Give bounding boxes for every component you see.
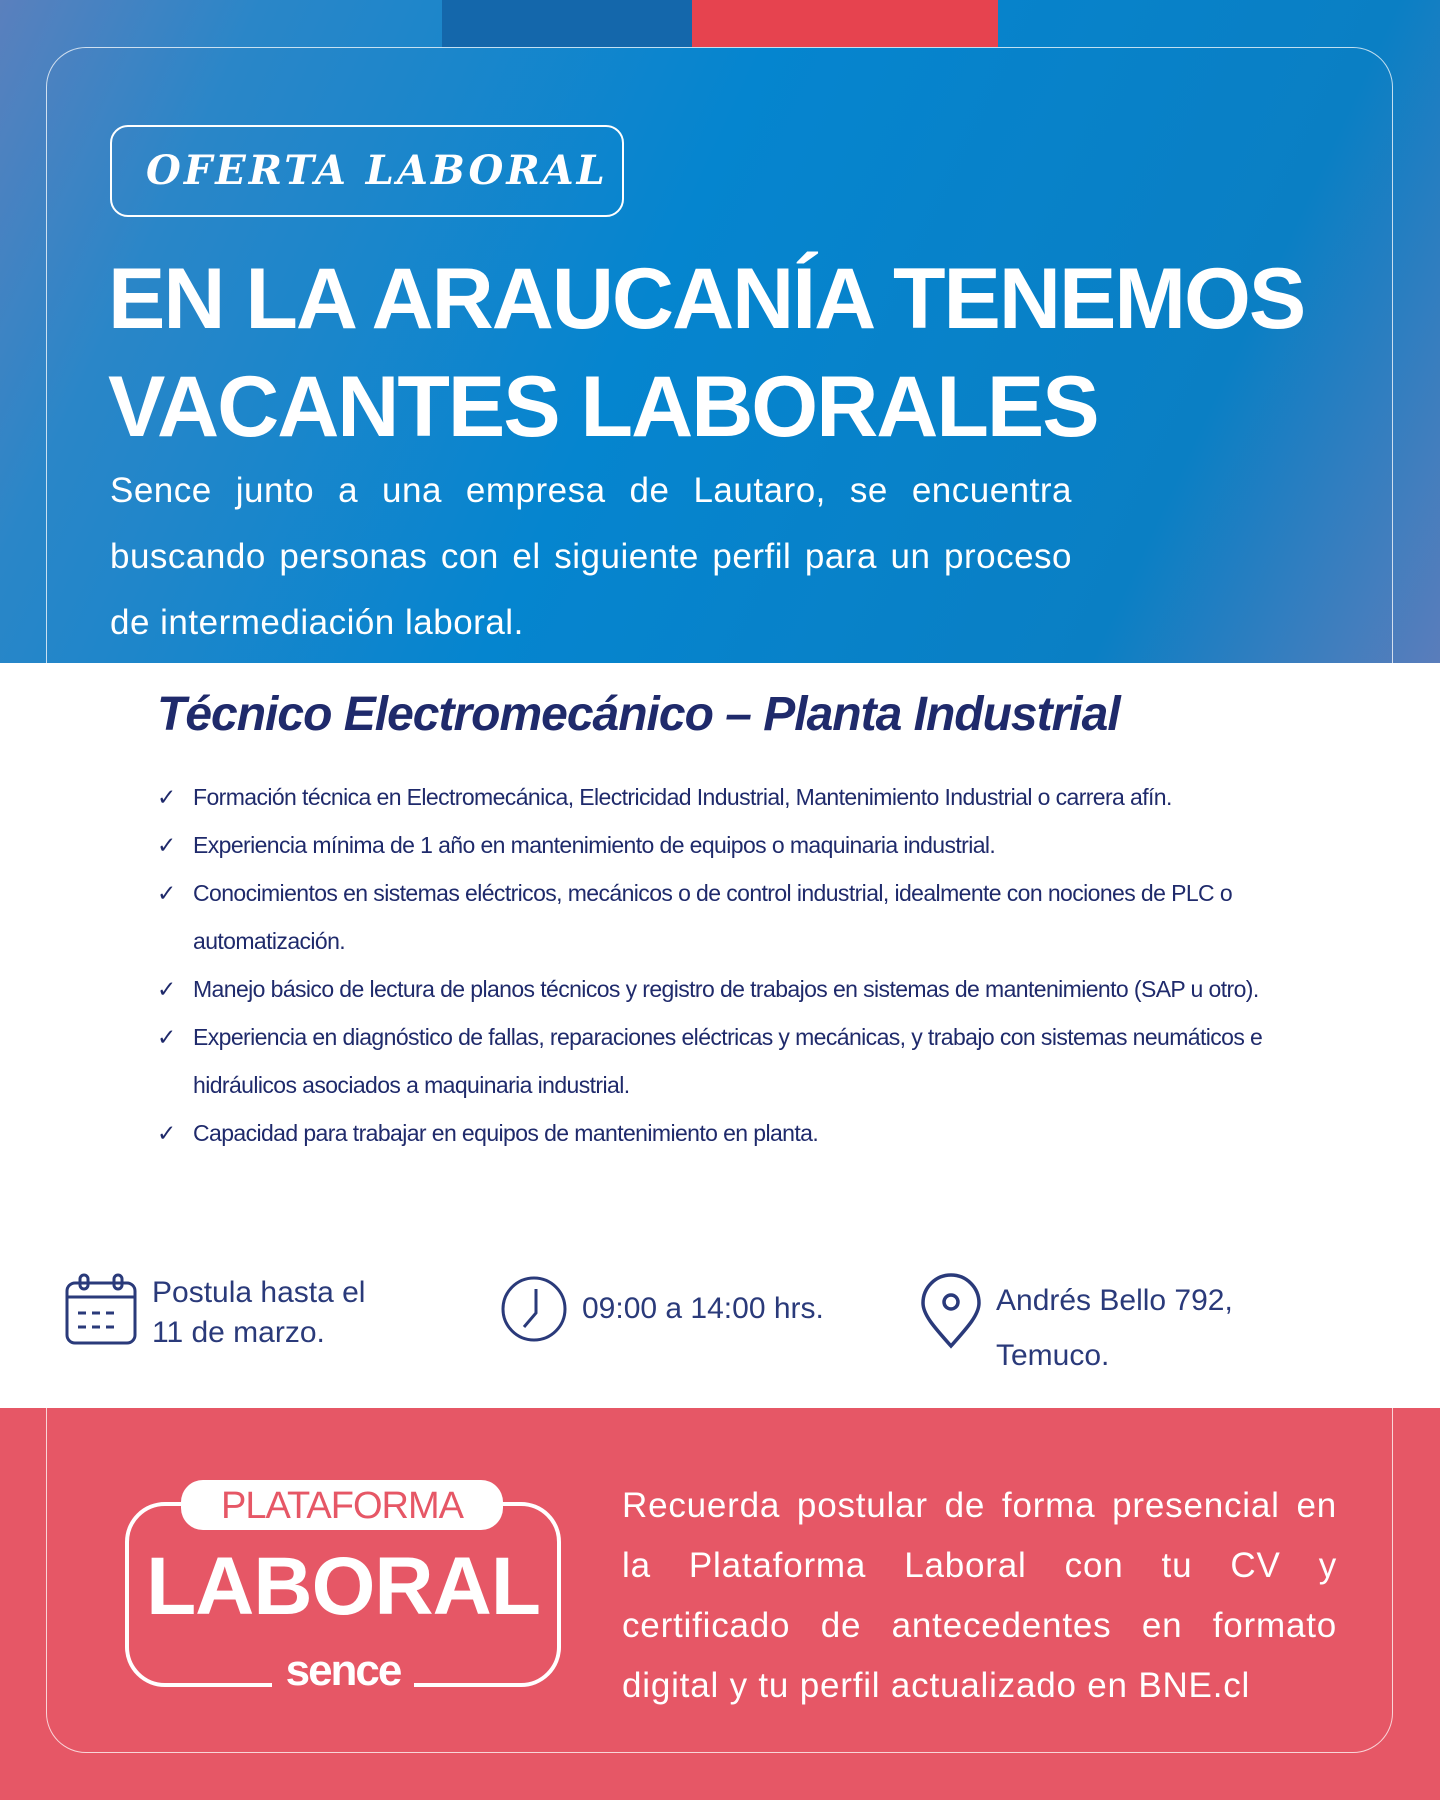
check-icon: ✓ xyxy=(157,976,176,1002)
headline-line-2: VACANTES LABORALES xyxy=(108,359,1098,455)
footer-section xyxy=(0,1408,1440,1800)
requirement-text: Experiencia mínima de 1 año en mantenimiento de equipos o maquinaria industrial. xyxy=(193,832,996,858)
address-info xyxy=(920,1273,1233,1383)
requirement-item xyxy=(157,773,1277,821)
clock-icon xyxy=(500,1275,568,1343)
deadline-line-1: Postula hasta el xyxy=(152,1276,366,1309)
requirement-item xyxy=(157,1109,1277,1157)
calendar-icon xyxy=(64,1273,138,1347)
header-section xyxy=(0,0,1440,663)
requirement-text: Manejo básico de lectura de planos técnicos y registro de trabajos en sistemas de mantenimiento (SAP u otro). xyxy=(193,976,1259,1002)
deadline-info xyxy=(64,1273,365,1353)
requirement-item xyxy=(157,1013,1277,1109)
intro-text: Sence junto a una empresa de Lautaro, se encuentra buscando personas con el siguiente perfil para un proceso de intermediación laboral. xyxy=(110,471,1072,642)
requirement-item xyxy=(157,821,1277,869)
requirement-item xyxy=(157,965,1277,1013)
reminder-text: Recuerda postular de forma presencial en la Plataforma Laboral con tu CV y certificado de antecedentes en formato digital y tu perfil actualizado en BNE.cl xyxy=(622,1486,1337,1705)
headline xyxy=(108,245,1304,461)
check-icon: ✓ xyxy=(157,1024,176,1050)
requirement-text: Capacidad para trabajar en equipos de mantenimiento en planta. xyxy=(193,1120,819,1146)
flag-bar-red xyxy=(692,0,998,47)
offer-badge: OFERTA LABORAL xyxy=(110,125,624,217)
deadline-line-2: 11 de marzo. xyxy=(152,1316,325,1349)
location-pin-icon xyxy=(920,1273,982,1349)
hours-text: 09:00 a 14:00 hrs. xyxy=(582,1292,824,1325)
requirements-list xyxy=(157,773,1277,1157)
headline-line-1: EN LA ARAUCANÍA TENEMOS xyxy=(108,251,1305,347)
requirement-text: Formación técnica en Electromecánica, Electricidad Industrial, Mantenimiento Industrial o carrera afín. xyxy=(193,784,1172,810)
requirement-item xyxy=(157,869,1277,965)
check-icon: ✓ xyxy=(157,1120,176,1146)
requirement-text: Conocimientos en sistemas eléctricos, mecánicos o de control industrial, idealmente con nociones de PLC o automatización. xyxy=(193,880,1233,954)
logo-top-text: PLATAFORMA xyxy=(181,1480,503,1530)
flag-bar-blue xyxy=(442,0,692,47)
logo-main-text: LABORAL xyxy=(146,1541,540,1632)
requirement-text: Experiencia en diagnóstico de fallas, reparaciones eléctricas y mecánicas, y trabajo con sistemas neumáticos e hidráulicos asociados a maquinaria industrial. xyxy=(193,1024,1263,1098)
address-line-2: Temuco. xyxy=(996,1339,1110,1372)
check-icon: ✓ xyxy=(157,832,176,858)
address-line-1: Andrés Bello 792, xyxy=(996,1284,1233,1317)
job-title: Técnico Electromecánico – Planta Industrial xyxy=(157,688,1120,741)
job-section xyxy=(0,663,1440,1408)
check-icon: ✓ xyxy=(157,784,176,810)
sence-logo: sence xyxy=(272,1646,415,1695)
hours-info xyxy=(500,1275,824,1343)
check-icon: ✓ xyxy=(157,880,176,906)
plataforma-laboral-logo xyxy=(125,1480,561,1708)
